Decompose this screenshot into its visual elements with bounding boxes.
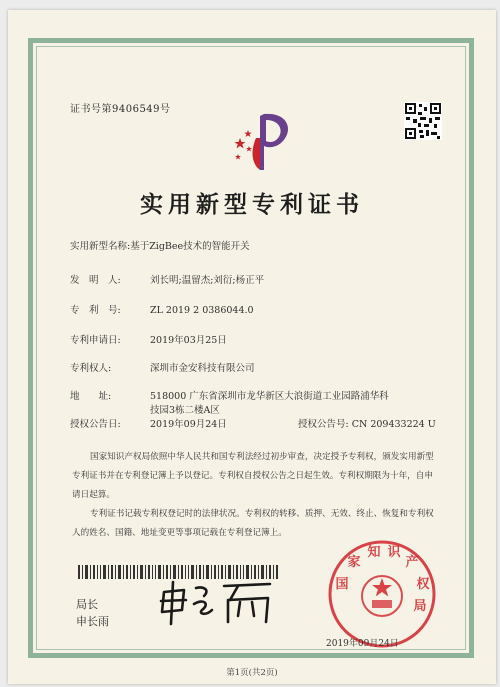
field-address — [70, 388, 389, 402]
field-label: 地 址: — [70, 391, 112, 402]
body-paragraph: 国家知识产权局依照中华人民共和国专利法经过初步审查，决定授予专利权，颁发实用新型专利证书并在专利登记簿上予以登记。专利权自授权公告之日起生效。专利权期限为十年，自申请日起算。 — [72, 452, 434, 500]
field-value: 刘长明;温留杰;刘衍;杨正平 — [150, 275, 265, 286]
field-label: 专利权人: — [70, 363, 112, 374]
field-value: 技园3栋二楼A区 — [150, 405, 220, 416]
patent-office-emblem-icon — [230, 108, 302, 174]
field-value: 深圳市金安科技有限公司 — [150, 363, 255, 374]
field-patentee — [70, 360, 255, 374]
qr-code-icon — [404, 102, 442, 140]
certificate-body — [72, 448, 434, 543]
field-value: 518000 广东省深圳市龙华新区大浪街道工业园路浦华科 — [150, 391, 389, 402]
field-label: 实用新型名称: — [70, 241, 131, 252]
seal-char: 权 — [416, 577, 430, 592]
certificate-title: 实用新型专利证书 — [140, 191, 364, 218]
seal-date: 2019年09月24日 — [326, 639, 399, 649]
field-label: 授权公告日: — [70, 419, 121, 430]
seal-char: 知 — [367, 545, 381, 560]
announcement-number: 授权公告号: CN 209433224 U — [298, 419, 436, 430]
body-paragraph: 专利证书记载专利权登记时的法律状况。专利权的转移、质押、无效、终止、恢复和专利权人的姓名、国籍、地址变更等事项记载在专利登记簿上。 — [72, 509, 434, 538]
field-value: 2019年09月24日 — [150, 419, 227, 430]
barcode-icon — [78, 565, 278, 579]
page-number: 第1页(共2页) — [226, 668, 278, 678]
field-label: 专 利 号: — [70, 305, 121, 316]
field-grant-date — [70, 416, 227, 430]
certificate-sheet — [8, 10, 496, 684]
seal-char: 家 — [347, 555, 361, 570]
field-inventors — [70, 272, 264, 286]
field-application-date — [70, 332, 227, 346]
field-address-continued — [150, 402, 220, 416]
signature-title: 局长 — [76, 598, 98, 611]
field-value: 2019年03月25日 — [150, 335, 227, 346]
field-utility-model-name — [70, 238, 250, 252]
seal-char: 国 — [335, 577, 349, 592]
field-label: 发 明 人: — [70, 275, 121, 286]
seal-char: 产 — [405, 555, 419, 570]
handwritten-signature-icon — [158, 580, 278, 626]
seal-char: 识 — [387, 545, 401, 560]
official-seal-icon — [326, 538, 438, 650]
certificate-number: 证书号第9406549号 — [70, 104, 171, 115]
seal-char: 局 — [413, 599, 427, 614]
field-value: 基于ZigBee技术的智能开关 — [130, 241, 250, 252]
field-label: 专利申请日: — [70, 335, 121, 346]
signature-name: 申长雨 — [76, 615, 109, 628]
field-patent-number — [70, 302, 254, 316]
field-value: ZL 2019 2 0386044.0 — [150, 305, 254, 316]
